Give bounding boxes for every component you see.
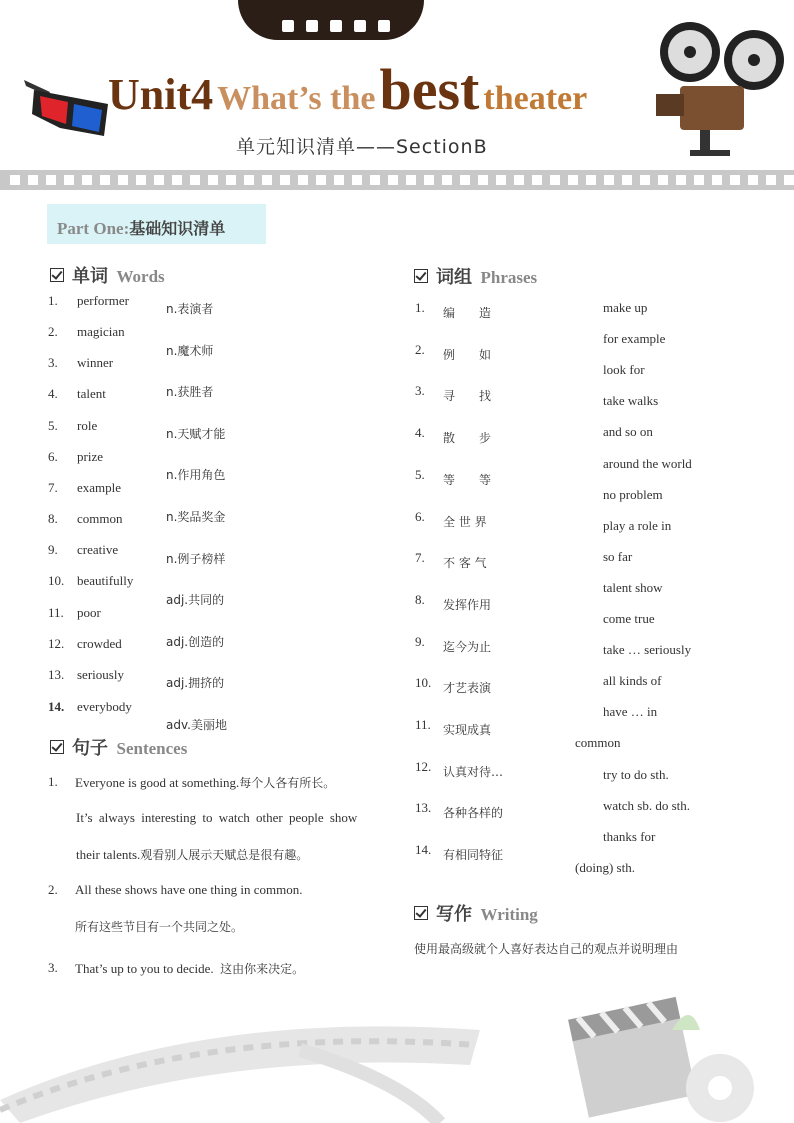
word-meaning: adj.拥挤的	[166, 676, 225, 691]
film-hole	[280, 175, 290, 185]
word-number: 5.	[48, 418, 58, 433]
word-meaning: n.获胜者	[166, 385, 214, 400]
film-hole	[406, 175, 416, 185]
word-english: talent	[77, 386, 106, 401]
sentence-1-cn: 每个人各有所长。	[239, 776, 336, 790]
phrase-english: common	[575, 735, 621, 751]
phrase-chinese: 不 客 气	[443, 556, 487, 571]
checkbox-icon	[50, 268, 64, 282]
phrase-number: 14.	[415, 842, 432, 858]
film-hole	[658, 175, 668, 185]
film-hole	[118, 175, 128, 185]
film-hole	[370, 175, 380, 185]
writing-heading-cn: 写作	[436, 904, 472, 925]
phrase-chinese: 等 等	[443, 472, 492, 487]
phrase-english: have … in	[603, 704, 658, 720]
film-hole	[64, 175, 74, 185]
word-meaning: n.奖品奖金	[166, 510, 226, 524]
film-hole	[28, 175, 38, 185]
film-hole	[748, 175, 758, 185]
phrase-english: all kinds of	[603, 673, 662, 689]
sentence-2-number: 2.	[48, 882, 58, 897]
sentence-1-line1	[75, 774, 335, 791]
word-number: 8.	[48, 511, 58, 526]
phrase-number: 6.	[415, 508, 425, 524]
word-english: example	[77, 480, 122, 495]
word-english: everybody	[77, 699, 132, 714]
phrase-number: 9.	[415, 633, 425, 649]
phrase-chinese: 认真对待…	[443, 764, 504, 779]
words-heading-en: Words	[116, 267, 165, 286]
phrase-number: 7.	[415, 550, 425, 566]
film-hole	[190, 175, 200, 185]
sentences-heading-en: Sentences	[116, 739, 188, 758]
word-number: 2.	[48, 324, 58, 339]
film-hole	[100, 175, 110, 185]
phrase-chinese: 发挥作用	[443, 597, 492, 612]
phrase-english: no problem	[603, 486, 663, 502]
word-meaning: n.魔术师	[166, 343, 214, 358]
phrase-chinese: 寻 找	[443, 389, 492, 404]
word-number: 7.	[48, 480, 58, 495]
word-meaning: adv.美丽地	[166, 718, 227, 732]
phrase-number: 13.	[415, 800, 432, 816]
word-number: 10.	[48, 573, 65, 588]
phrase-english: play a role in	[603, 517, 672, 533]
sentence-1-number: 1.	[48, 774, 58, 789]
phrase-chinese: 有相同特征	[443, 848, 504, 863]
phrases-heading-en: Phrases	[480, 268, 538, 287]
phrase-english: and so on	[603, 424, 653, 440]
phrase-number: 5.	[415, 466, 425, 482]
part-one-label-en: Part One:	[57, 219, 130, 238]
film-hole	[622, 175, 632, 185]
film-hole	[208, 175, 218, 185]
phrase-chinese: 例 如	[443, 347, 492, 362]
film-hole	[730, 175, 740, 185]
film-hole	[478, 175, 488, 185]
sentence-3-cn: 这由你来决定。	[220, 962, 305, 976]
film-hole	[226, 175, 236, 185]
word-number: 1.	[48, 293, 58, 308]
phrase-chinese: 才艺表演	[443, 681, 492, 696]
phrase-number: 8.	[415, 591, 425, 607]
sentence-2-cn: 所有这些节目有一个共同之处。	[75, 920, 244, 934]
title-mid: What’s the	[217, 80, 376, 117]
sentence-1-line3-en: their talents.	[76, 847, 141, 862]
word-english: winner	[77, 355, 114, 370]
word-meaning: n.天赋才能	[166, 426, 226, 441]
film-hole	[586, 175, 596, 185]
word-english: beautifully	[77, 573, 134, 588]
film-strip-decoration	[0, 990, 794, 1123]
words-meanings	[160, 280, 280, 732]
writing-heading-en: Writing	[480, 905, 538, 924]
phrase-chinese: 散 步	[443, 431, 492, 446]
word-number: 11.	[48, 605, 64, 620]
film-hole	[640, 175, 650, 185]
sentence-3-line1	[75, 960, 304, 977]
film-hole	[694, 175, 704, 185]
film-hole	[442, 175, 452, 185]
phrase-number: 12.	[415, 758, 432, 774]
film-hole	[82, 175, 92, 185]
film-hole	[172, 175, 182, 185]
title-best: best	[379, 57, 480, 122]
word-english: prize	[77, 449, 103, 464]
film-hole	[244, 175, 254, 185]
phrase-english: around the world	[603, 455, 692, 471]
word-meaning: n.作用角色	[166, 468, 226, 483]
film-strip-divider	[0, 170, 794, 190]
word-english: common	[77, 511, 123, 526]
word-number: 12.	[48, 636, 65, 651]
phrase-english: thanks for	[603, 828, 656, 844]
word-meaning: n.表演者	[166, 302, 214, 316]
writing-heading	[414, 900, 538, 926]
sentence-1-line2: It’s always interesting to watch other people show	[76, 810, 358, 825]
film-hole	[352, 175, 362, 185]
phrase-number: 4.	[415, 425, 425, 441]
sentence-2-line2	[75, 918, 243, 935]
sentence-3-number: 3.	[48, 960, 58, 975]
phrase-english: so far	[603, 548, 633, 564]
word-number: 6.	[48, 449, 58, 464]
phrase-chinese: 实现成真	[443, 723, 492, 737]
film-hole	[388, 175, 398, 185]
word-english: poor	[77, 605, 101, 620]
film-hole	[712, 175, 722, 185]
word-english: role	[77, 418, 98, 433]
page-subtitle: 单元知识清单——SectionB	[236, 136, 488, 158]
word-number: 14.	[48, 699, 65, 714]
title-unit: Unit4	[108, 70, 214, 119]
phrase-chinese: 各种各样的	[443, 806, 504, 821]
writing-task: 使用最高级就个人喜好表达自己的观点并说明理由	[414, 942, 679, 956]
phrase-english: for example	[603, 331, 666, 347]
word-number: 3.	[48, 355, 58, 370]
film-hole	[496, 175, 506, 185]
sentence-2-line1: All these shows have one thing in common.	[75, 882, 303, 897]
film-hole	[334, 175, 344, 185]
words-heading-cn: 单词	[72, 266, 108, 287]
film-hole	[604, 175, 614, 185]
phrase-number: 2.	[415, 341, 425, 357]
film-hole	[10, 175, 20, 185]
word-english: magician	[77, 324, 125, 339]
word-english: crowded	[77, 636, 122, 651]
word-english: seriously	[77, 667, 124, 682]
checkbox-icon	[414, 269, 428, 283]
film-hole	[460, 175, 470, 185]
word-number: 4.	[48, 386, 58, 401]
title-end: theater	[483, 80, 588, 117]
film-hole	[154, 175, 164, 185]
film-hole	[262, 175, 272, 185]
word-english: performer	[77, 293, 129, 308]
film-hole	[46, 175, 56, 185]
phrase-chinese: 迄今为止	[443, 639, 492, 654]
phrase-english: (doing) sth.	[575, 859, 635, 875]
phrase-english: watch sb. do sth.	[603, 797, 691, 813]
phrase-english: look for	[603, 362, 645, 378]
3d-glasses-icon	[20, 74, 112, 138]
phrase-chinese: 编 造	[443, 306, 492, 320]
phrase-number: 10.	[415, 675, 432, 691]
phrase-english: take walks	[603, 393, 659, 409]
word-meaning: n.例子榜样	[166, 551, 226, 566]
phrase-number: 1.	[415, 300, 425, 315]
sentences-heading	[50, 734, 187, 760]
sentence-1-en: Everyone is good at something.	[75, 775, 240, 790]
phrase-number: 3.	[415, 383, 425, 399]
phrase-number: 11.	[415, 717, 431, 732]
words-heading	[50, 262, 165, 288]
checkbox-icon	[414, 906, 428, 920]
phrases-heading-cn: 词组	[436, 267, 472, 288]
sentences-heading-cn: 句子	[72, 738, 108, 759]
word-meaning: adj.创造的	[166, 634, 225, 649]
film-hole	[532, 175, 542, 185]
sentence-3-en: That’s up to you to decide.	[75, 961, 214, 976]
phrases-heading	[414, 263, 537, 289]
checkbox-icon	[50, 740, 64, 754]
film-hole	[784, 175, 794, 185]
film-projector-icon	[650, 10, 790, 160]
film-hole	[550, 175, 560, 185]
word-number: 9.	[48, 542, 58, 557]
film-hole	[298, 175, 308, 185]
phrase-english: take … seriously	[603, 642, 692, 658]
part-one-label-cn: 基础知识清单	[129, 219, 226, 238]
film-hole	[676, 175, 686, 185]
word-meaning: adj.共同的	[166, 593, 225, 608]
phrase-chinese: 全 世 界	[443, 514, 487, 529]
film-hole	[766, 175, 776, 185]
page-title	[108, 56, 587, 123]
film-hole	[136, 175, 146, 185]
phrase-english: talent show	[603, 579, 663, 595]
phrase-english: try to do sth.	[603, 766, 669, 782]
part-one-label	[57, 216, 225, 239]
word-english: creative	[77, 542, 119, 557]
film-hole	[424, 175, 434, 185]
sentence-1-line3	[76, 846, 308, 863]
phrase-english: make up	[603, 300, 648, 315]
film-hole	[514, 175, 524, 185]
word-number: 13.	[48, 667, 65, 682]
film-reel-decoration	[238, 0, 424, 40]
sentence-1-line3-cn: 观看别人展示天赋总是很有趣。	[140, 848, 309, 862]
film-hole	[316, 175, 326, 185]
film-hole	[568, 175, 578, 185]
phrase-english: come true	[603, 611, 655, 626]
